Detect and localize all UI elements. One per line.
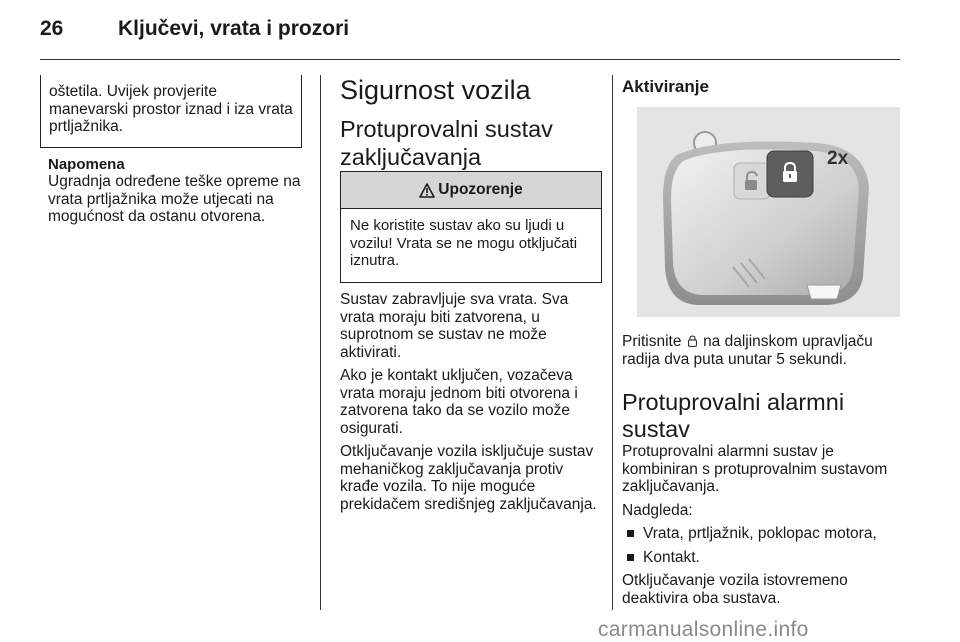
activation-text [622,333,904,368]
paragraph: Sustav zabravljuje sva vrata. Sva vrata moraju biti zatvorena, u suprotnom se sustav ne može aktivirati. [340,291,569,361]
continued-text: oštetila. Uvijek provjerite manevarski prostor iznad i iza vrata prtljažnika. [49,83,293,135]
bullet-square-icon [627,554,634,561]
header-rule [40,59,900,60]
list-item [622,549,904,567]
column-divider [320,75,321,610]
note-block [48,156,310,226]
bullet-square-icon [627,530,634,537]
column-divider [612,75,613,610]
security-paragraphs [340,291,602,519]
alarm-intro: Protuprovalni alarmni sustav je kombiniran s protuprovalnim sustavom zaključavanja. [622,443,888,495]
alarm-outro: Otključavanje vozila istovremeno deaktivira oba sustava. [622,572,848,607]
remote-key-icon [637,107,900,317]
continued-caution-box [40,75,302,148]
subsection-heading: Protuprovalni sustav zaključavanja [340,116,553,170]
page-title: Ključevi, vrata i prozori [118,17,350,40]
note-title: Napomena [48,156,125,173]
alarm-heading: Protuprovalni alarmni sustav [622,389,845,442]
paragraph: Otključavanje vozila isključuje sustav mehaničkog zaključavanja protiv krađe vozila. To nije moguće prekidačem središnjeg zaključavanja. [340,443,597,513]
lock-icon [688,335,697,347]
remote-key-illustration [637,107,900,317]
warning-box [340,171,602,283]
paragraph: Ako je kontakt uključen, vozačeva vrata moraju jednom biti otvorena i zatvorena tako da se vozilo može osigurati. [340,367,578,437]
warning-title: Upozorenje [438,181,523,198]
list-item-text: Kontakt. [643,548,700,566]
activation-heading: Aktiviranje [622,77,709,96]
page-number: 26 [40,17,64,40]
list-item [622,525,904,543]
warning-header [341,172,601,209]
warning-triangle-icon [419,183,435,198]
note-text: Ugradnja određene teške opreme na vrata prtljažnika može utjecati na mogućnost da ostanu otvorena. [48,173,301,225]
section-heading: Sigurnost vozila [340,75,531,105]
watermark: carmanualsonline.info [598,618,809,641]
activation-text-before: Pritisnite [622,333,682,350]
figure-label: 2x [827,148,849,169]
list-item-text: Vrata, prtljažnik, poklopac motora, [643,525,877,542]
page-header [0,0,960,62]
monitors-label: Nadgleda: [622,501,693,519]
warning-text: Ne koristite sustav ako su ljudi u vozilu! Vrata se ne mogu otključati iznutra. [350,217,578,269]
activation-text-after: na daljinskom upravljaču radija dva puta unutar 5 sekundi. [622,333,873,368]
alarm-section [622,443,904,613]
